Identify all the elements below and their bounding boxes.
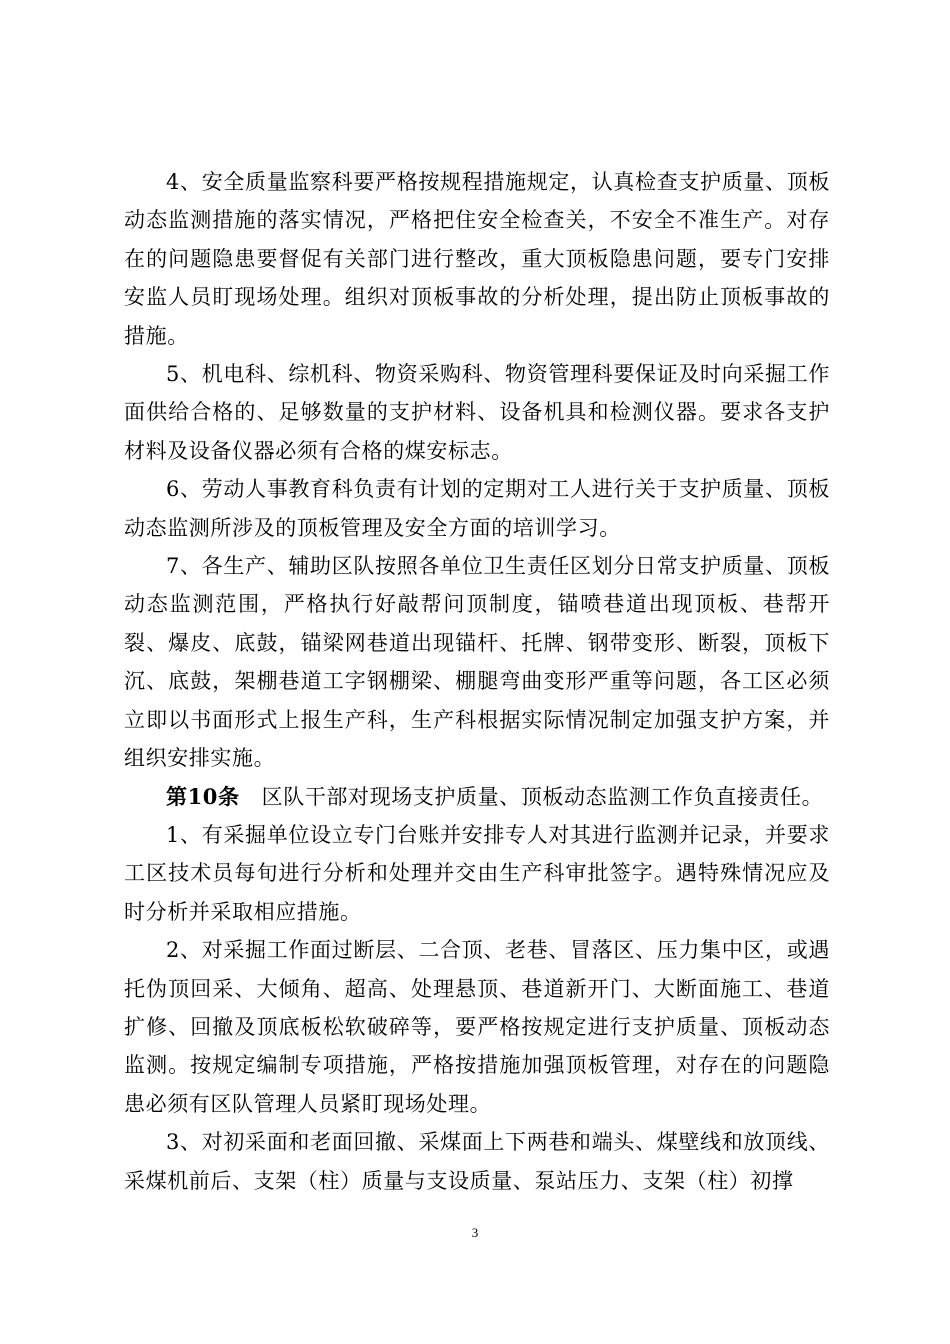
article-text: 区队干部对现场支护质量、顶板动态监测工作负直接责任。 (261, 784, 824, 809)
paragraph-2: 2、对采掘工作面过断层、二合顶、老巷、冒落区、压力集中区，或遇托伪顶回采、大倾角、超高、处理悬顶、巷道新开门、大断面施工、巷道扩修、回撤及顶底板松软破碎等，要严格按规定进行支护质量、顶板动态监测。按规定编制专项措施，严格按措施加强顶板管理，对存在的问题隐患必须有区队管理人员紧盯现场处理。 (124, 938, 830, 1116)
article-number: 第10条 (166, 783, 240, 809)
paragraph-4: 4、安全质量监察科要严格按规程措施规定，认真检查支护质量、顶板动态监测措施的落实情况，严格把住安全检查关，不安全不准生产。对存在的问题隐患要督促有关部门进行整改，重大顶板隐患问题，要专门安排安监人员盯现场处理。组织对顶板事故的分析处理，提出防止顶板事故的措施。 (124, 170, 830, 348)
page-number: 3 (471, 1225, 479, 1240)
paragraph-6: 6、劳动人事教育科负责有计划的定期对工人进行关于支护质量、顶板动态监测所涉及的顶板管理及安全方面的培训学习。 (124, 477, 830, 540)
paragraph-3: 3、对初采面和老面回撤、采煤面上下两巷和端头、煤壁线和放顶线、采煤机前后、支架（柱）质量与支设质量、泵站压力、支架（柱）初撑 (124, 1130, 830, 1193)
document-body (124, 163, 830, 1200)
paragraph-1: 1、有采掘单位设立专门台账并安排专人对其进行监测并记录，并要求工区技术员每旬进行分析和处理并交由生产科审批签字。遇特殊情况应及时分析并采取相应措施。 (124, 822, 830, 924)
paragraph-7: 7、各生产、辅助区队按照各单位卫生责任区划分日常支护质量、顶板动态监测范围，严格执行好敲帮问顶制度，锚喷巷道出现顶板、巷帮开裂、爆皮、底鼓，锚梁网巷道出现锚杆、托牌、钢带变形、断裂，顶板下沉、底鼓，架棚巷道工字钢棚梁、棚腿弯曲变形严重等问题，各工区必须立即以书面形式上报生产科，生产科根据实际情况制定加强支护方案，并组织安排实施。 (124, 554, 830, 771)
article-10 (124, 778, 830, 816)
paragraph-5: 5、机电科、综机科、物资采购科、物资管理科要保证及时向采掘工作面供给合格的、足够数量的支护材料、设备机具和检测仪器。要求各支护材料及设备仪器必须有合格的煤安标志。 (124, 362, 830, 463)
